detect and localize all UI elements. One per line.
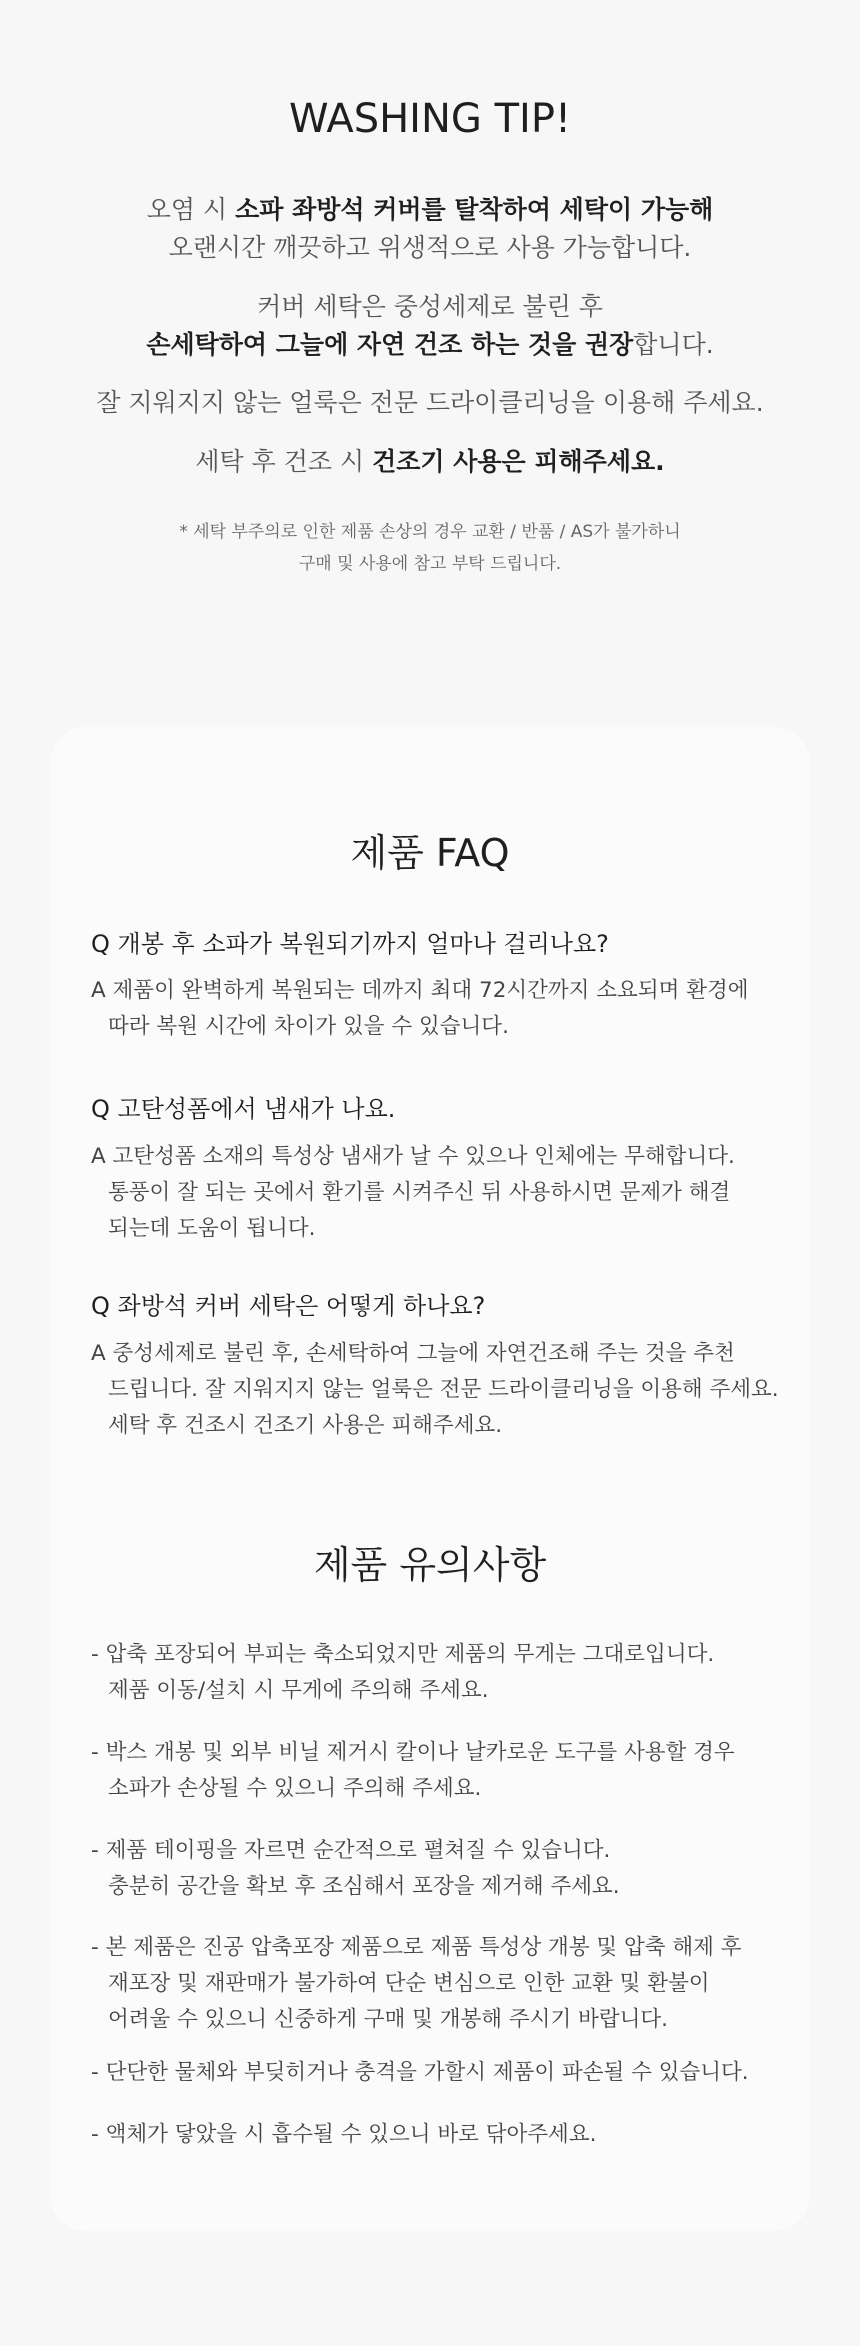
faq-answer-line: A 제품이 완벽하게 복원되는 데까지 최대 72시간까지 소요되며 환경에 [91, 978, 749, 1003]
washing-tip-text: 세탁 후 건조 시 [195, 447, 373, 476]
faq-answer [91, 1336, 779, 1444]
caution-line: - 액체가 닿았을 시 흡수될 수 있으니 바로 닦아주세요. [91, 2122, 597, 2147]
caution-item [91, 2055, 749, 2091]
faq-answer [91, 973, 749, 1045]
caution-line: 충분히 공간을 확보 후 조심해서 포장을 제거해 주세요. [108, 1874, 620, 1899]
caution-item [91, 1833, 620, 1905]
faq-question: Q 개봉 후 소파가 복원되기까지 얼마나 걸리나요? [91, 930, 609, 958]
faq-answer [91, 1139, 735, 1247]
caution-item [91, 1735, 735, 1807]
faq-answer-line: 세탁 후 건조시 건조기 사용은 피해주세요. [108, 1413, 503, 1438]
caution-line: 소파가 손상될 수 있으니 주의해 주세요. [108, 1776, 482, 1801]
caution-item [91, 2117, 596, 2153]
caution-item [91, 1637, 714, 1709]
caution-line: - 단단한 물체와 부딪히거나 충격을 가할시 제품이 파손될 수 있습니다. [91, 2060, 749, 2085]
washing-tip-line: 잘 지워지지 않는 얼룩은 전문 드라이클리닝을 이용해 주세요. [96, 388, 764, 417]
faq-question: Q 고탄성폼에서 냄새가 나요. [91, 1095, 396, 1123]
washing-tip-text: 오염 시 [146, 195, 236, 224]
faq-question: Q 좌방석 커버 세탁은 어떻게 하나요? [91, 1292, 486, 1320]
faq-answer-line: A 중성세제로 불린 후, 손세탁하여 그늘에 자연건조해 주는 것을 추천 [91, 1341, 735, 1366]
washing-tip-emphasis: 소파 좌방석 커버를 탈착하여 세탁이 가능해 [235, 195, 714, 224]
washing-tip-line [0, 328, 860, 362]
caution-item [91, 1930, 742, 2038]
washing-tip-emphasis: 손세탁하여 그늘에 자연 건조 하는 것을 권장 [146, 330, 634, 359]
washing-tip-line [0, 445, 860, 479]
caution-line: - 본 제품은 진공 압축포장 제품으로 제품 특성상 개봉 및 압축 해제 후 [91, 1935, 742, 1960]
caution-line: 어려울 수 있으니 신중하게 구매 및 개봉해 주시기 바랍니다. [108, 2007, 668, 2032]
caution-line: - 제품 테이핑을 자르면 순간적으로 펼쳐질 수 있습니다. [91, 1838, 611, 1863]
caution-line: - 박스 개봉 및 외부 비닐 제거시 칼이나 날카로운 도구를 사용할 경우 [91, 1740, 735, 1765]
washing-tip-note: 구매 및 사용에 참고 부탁 드립니다. [298, 554, 562, 574]
washing-tip-text: 합니다. [633, 330, 714, 359]
info-card [50, 727, 810, 2231]
caution-line: - 압축 포장되어 부피는 축소되었지만 제품의 무게는 그대로입니다. [91, 1642, 715, 1667]
washing-tip-note: * 세탁 부주의로 인한 제품 손상의 경우 교환 / 반품 / AS가 불가하니 [179, 522, 681, 542]
faq-answer-line: 되는데 도움이 됩니다. [108, 1216, 316, 1241]
faq-answer-line: A 고탄성폼 소재의 특성상 냄새가 날 수 있으나 인체에는 무해합니다. [91, 1144, 735, 1169]
washing-tip-line: 커버 세탁은 중성세제로 불린 후 [257, 292, 603, 321]
caution-line: 제품 이동/설치 시 무게에 주의해 주세요. [108, 1678, 489, 1703]
washing-tip-emphasis: 건조기 사용은 피해주세요. [372, 447, 665, 476]
washing-tip-line: 오랜시간 깨끗하고 위생적으로 사용 가능합니다. [168, 233, 692, 262]
faq-answer-line: 통풍이 잘 되는 곳에서 환기를 시켜주신 뒤 사용하시면 문제가 해결 [108, 1180, 731, 1205]
cautions-title: 제품 유의사항 [313, 1543, 547, 1587]
faq-answer-line: 드립니다. 잘 지워지지 않는 얼룩은 전문 드라이클리닝을 이용해 주세요. [108, 1377, 779, 1402]
washing-tip-line [0, 193, 860, 227]
caution-line: 재포장 및 재판매가 불가하여 단순 변심으로 인한 교환 및 환불이 [108, 1971, 710, 1996]
faq-answer-line: 따라 복원 시간에 차이가 있을 수 있습니다. [108, 1014, 509, 1039]
washing-tip-title: WASHING TIP! [288, 96, 571, 142]
faq-title: 제품 FAQ [350, 831, 510, 875]
